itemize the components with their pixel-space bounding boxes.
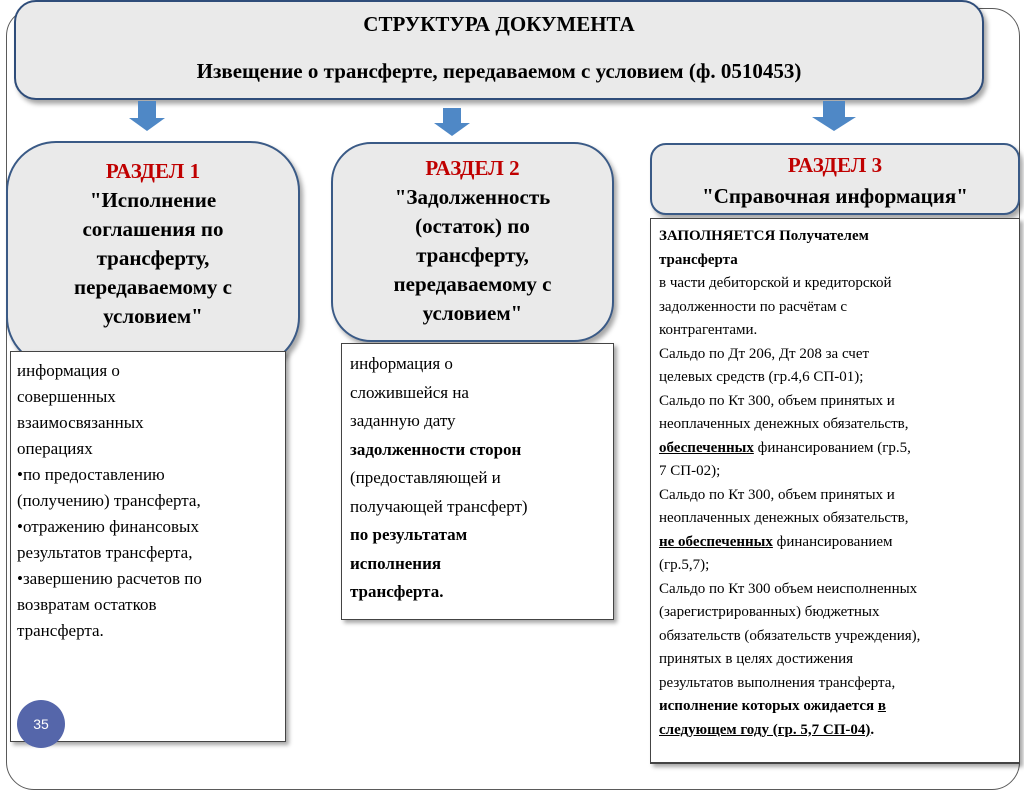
section-1-info — [10, 351, 286, 742]
header-title: СТРУКТУРА ДОКУМЕНТА — [363, 12, 635, 36]
info-line: обязательств (обязательств учреждения), — [659, 627, 921, 644]
section-1-line: соглашения по — [82, 217, 224, 241]
info-line: совершенных — [17, 387, 116, 406]
section-1-box — [6, 141, 300, 367]
info-line: (предоставляющей и — [350, 468, 501, 487]
section-2-line: трансферту, — [416, 243, 529, 267]
info-line: Сальдо по Кт 300 объем неисполненных — [659, 580, 918, 597]
section-2-line: условием" — [422, 301, 523, 325]
info-line: исполнения — [350, 553, 442, 573]
info-line — [659, 343, 1019, 367]
info-line: ЗАПОЛНЯЕТСЯ Получателем — [659, 228, 869, 244]
info-line: (получению) трансферта, — [17, 491, 201, 510]
info-line: получающей трансферт) — [350, 496, 528, 516]
info-line: 7 СП-02); — [659, 463, 721, 479]
section-1-line: "Исполнение — [89, 188, 217, 212]
info-line: заданную дату — [350, 411, 456, 430]
info-line: трансферта — [659, 251, 738, 268]
info-line: взаимосвязанных — [17, 413, 144, 432]
info-line: информация о — [17, 361, 120, 380]
info-line: •завершению расчетов по — [17, 569, 202, 588]
section-2-info — [341, 343, 614, 620]
info-line: операциях — [17, 439, 93, 458]
info-line: в части дебиторской и кредиторской — [659, 275, 892, 291]
info-line — [659, 531, 1019, 555]
section-2-box — [331, 142, 614, 342]
section-1-line: условием" — [103, 304, 203, 328]
info-line: результатов выполнения трансферта, — [659, 674, 896, 691]
info-line: возвратам остатков — [17, 595, 157, 614]
section-2-line: передаваемому с — [393, 272, 552, 296]
info-line: •по предоставлению — [17, 465, 165, 484]
section-2-line: (остаток) по — [415, 214, 530, 238]
arrow-down-icon — [812, 101, 856, 131]
section-1-title: РАЗДЕЛ 1 — [105, 159, 201, 183]
info-line: (гр.5,7); — [659, 557, 710, 573]
info-line: •отражению финансовых — [17, 517, 199, 536]
info-text: финансированием — [772, 533, 893, 550]
info-line: неоплаченных денежных обязательств, — [659, 510, 909, 526]
info-line: контрагентами. — [659, 322, 758, 338]
info-line: по результатам — [350, 525, 468, 544]
info-line: целевых средств (гр.4,6 СП-01); — [659, 369, 864, 385]
info-text: финансированием (гр.5, — [753, 439, 911, 456]
section-3-line: "Справочная информация" — [702, 184, 968, 208]
arrow-down-icon — [129, 101, 165, 131]
arrow-down-icon — [434, 108, 470, 136]
info-text: , Дт 208 за счет — [771, 345, 870, 362]
header-subtitle: Извещение о трансферте, передаваемом с условием (ф. 0510453) — [196, 59, 802, 83]
section-2-line: "Задолженность — [394, 185, 551, 209]
info-line: трансферта. — [350, 582, 444, 601]
section-1-line: передаваемому с — [74, 275, 232, 299]
info-line: трансферта. — [17, 621, 104, 640]
section-3-title: РАЗДЕЛ 3 — [787, 153, 883, 177]
document-header — [14, 0, 984, 100]
info-line: задолженности по расчётам с — [659, 298, 848, 315]
info-line: неоплаченных денежных обязательств, — [659, 416, 909, 432]
section-3-box — [650, 143, 1020, 215]
info-text-bold: . — [870, 721, 875, 738]
info-line: Сальдо по Кт 300, объем принятых и — [659, 392, 895, 409]
info-line: информация о — [350, 354, 453, 373]
info-text-underlined: в — [877, 698, 886, 714]
page-number-badge: 35 — [17, 700, 65, 748]
info-line — [659, 719, 1019, 743]
info-text-bold: исполнение которых ожидается — [659, 698, 878, 714]
info-line: Сальдо по Кт 300, объем принятых и — [659, 486, 895, 503]
info-text-underlined: не обеспеченных — [659, 533, 773, 550]
info-line — [659, 437, 1019, 461]
info-line: результатов трансферта, — [17, 543, 193, 562]
info-text-underlined: следующем году (гр. 5,7 СП-04) — [659, 721, 871, 738]
section-1-line: трансферту, — [96, 246, 210, 270]
info-line: принятых в целях достижения — [659, 651, 854, 667]
info-line — [659, 695, 1019, 719]
info-text-underlined: обеспеченных — [659, 439, 754, 456]
info-line: (зарегистрированных) бюджетных — [659, 604, 880, 620]
info-line: сложившейся на — [350, 382, 469, 402]
info-text: Сальдо по Дт 206 — [659, 345, 772, 362]
section-3-info — [650, 218, 1020, 764]
info-line: задолженности сторон — [350, 439, 522, 459]
section-2-title: РАЗДЕЛ 2 — [425, 156, 520, 180]
